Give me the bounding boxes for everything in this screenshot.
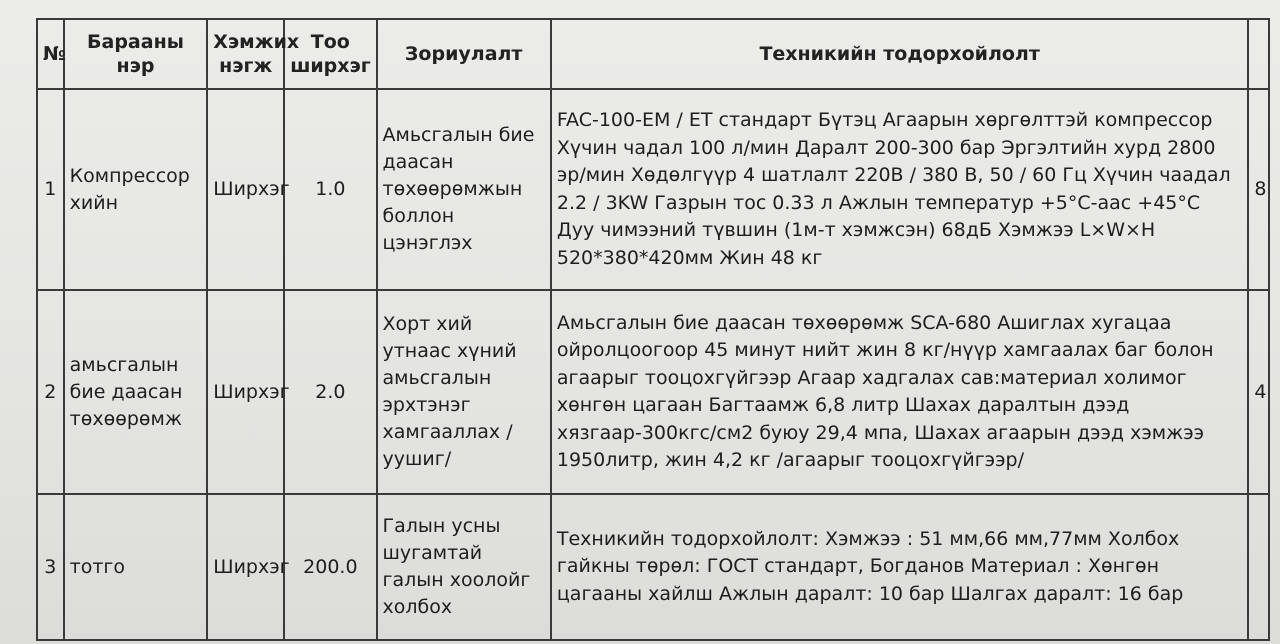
- unit: Ширхэг: [207, 494, 284, 640]
- header-unit: Хэмжих нэгж: [207, 19, 284, 89]
- cut-off-cell: 8: [1248, 89, 1269, 290]
- header-number: №: [37, 19, 64, 89]
- purpose: Амьсгалын бие даасан төхөөрөмжын боллон цэнэглэх: [377, 89, 551, 290]
- header-technical-spec: Техникийн тодорхойлолт: [551, 19, 1249, 89]
- technical-spec: Техникийн тодорхойлолт: Хэмжээ : 51 мм,66 мм,77мм Холбох гайкны төрөл: ГОСТ стандарт, Богданов Материал : Хөнгөн цагааны хайлш Ажлын даралт: 10 бар Шалгах даралт: 16 бар: [551, 494, 1249, 640]
- table-row: [37, 89, 1269, 290]
- quantity: 200.0: [284, 494, 376, 640]
- header-quantity: Тоо ширхэг: [284, 19, 376, 89]
- unit: Ширхэг: [207, 290, 284, 494]
- row-number: 2: [37, 290, 64, 494]
- purpose: Хорт хий утнаас хүний амьсгалын эрхтэнэг хамгааллах /уушиг/: [377, 290, 551, 494]
- purpose: Галын усны шугамтай галын хоолойг холбох: [377, 494, 551, 640]
- item-name: амьсгалын бие даасан төхөөрөмж: [64, 290, 208, 494]
- header-item-name: Барааны нэр: [64, 19, 208, 89]
- row-number: 1: [37, 89, 64, 290]
- header-purpose: Зориулалт: [377, 19, 551, 89]
- item-name: тотго: [64, 494, 208, 640]
- table-row: [37, 494, 1269, 640]
- table-header-row: [37, 19, 1269, 89]
- unit: Ширхэг: [207, 89, 284, 290]
- cut-off-cell: [1248, 494, 1269, 640]
- technical-spec: FAC-100-EM / ET стандарт Бүтэц Агаарын хөргөлттэй компрессор Хүчин чадал 100 л/мин Даралт 200-300 бар Эргэлтийн хурд 2800 эр/мин Хөдөлгүүр 4 шатлалт 220В / 380 В, 50 / 60 Гц Хүчин чаадал 2.2 / 3KW Газрын тос 0.33 л Ажлын температур +5°С-аас +45°С Дуу чимээний түвшин (1м-т хэмжсэн) 68дБ Хэмжээ L×W×H 520*380*420мм Жин 48 кг: [551, 89, 1249, 290]
- row-number: 3: [37, 494, 64, 640]
- cut-off-cell: 4: [1248, 290, 1269, 494]
- table-row: [37, 290, 1269, 494]
- technical-spec: Амьсгалын бие даасан төхөөрөмж SCA-680 Ашиглах хугацаа ойролцоогоор 45 минут нийт жин 8 кг/нүүр хамгаалах баг болон агаарыг тооцохгүйгээр Агаар хадгалах сав:материал холимог хөнгөн цагаан Багтаамж 6,8 литр Шахах даралтын дээд хязгаар-300кгс/см2 буюу 29,4 мпа, Шахах агаарын дээд хэмжээ 1950литр, жин 4,2 кг /агаарыг тооцохгүйгээр/: [551, 290, 1249, 494]
- quantity: 1.0: [284, 89, 376, 290]
- header-cut-off-column: [1248, 19, 1269, 89]
- quantity: 2.0: [284, 290, 376, 494]
- specification-table: [36, 18, 1270, 641]
- item-name: Компрессор хийн: [64, 89, 208, 290]
